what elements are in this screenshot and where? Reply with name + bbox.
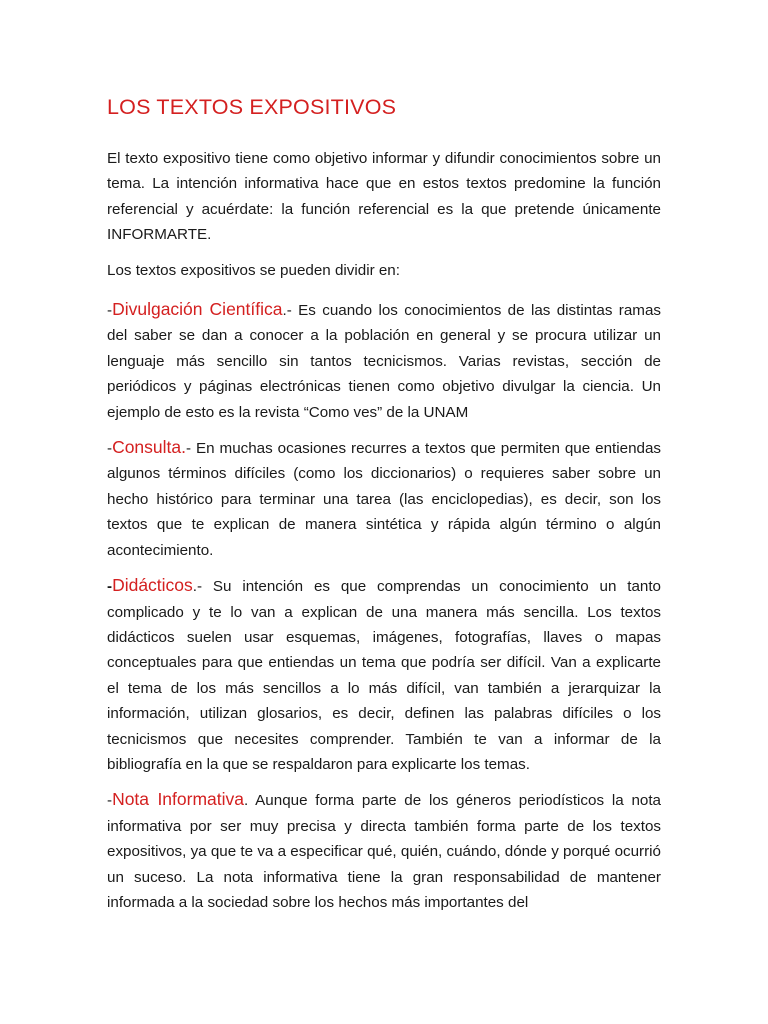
section-divulgacion	[107, 297, 661, 425]
section-heading: Consulta.	[112, 437, 186, 458]
section-dash: -	[107, 440, 113, 458]
lead-paragraph: Los textos expositivos se pueden dividir en:	[107, 261, 400, 279]
section-nota-informativa	[107, 787, 661, 915]
section-separator: .-	[192, 578, 213, 596]
section-body: En muchas ocasiones recurres a textos que permiten que entiendas algunos términos difíciles (como los diccionarios) o requieres saber sobre un hecho histórico para terminar una tarea (las enciclopedias), es decir, son los textos que te explican de manera sintética y rápida algún término o algún acontecimiento.	[107, 440, 662, 559]
section-body: Es cuando los conocimientos de las distintas ramas del saber se dan a conocer a la población en general y se procura utilizar un lenguaje más sencillo sin tantos tecnicismos. Varias revistas, sección de periódicos y páginas electrónicas tienen como objetivo divulgar la ciencia. Un ejemplo de esto es la revista “Como ves” de la UNAM	[107, 302, 662, 421]
intro-paragraph: El texto expositivo tiene como objetivo informar y difundir conocimientos sobre un tema. La intención informativa hace que en estos textos predomine la función referencial y acuérdate: la función referencial es la que pretende únicamente INFORMARTE.	[107, 150, 661, 244]
document-title: LOS TEXTOS EXPOSITIVOS	[107, 95, 397, 119]
section-heading: Nota Informativa	[112, 789, 245, 810]
section-dash: -	[107, 792, 113, 810]
section-separator: .	[244, 792, 256, 810]
section-dash: -	[107, 302, 113, 320]
section-dash: -	[107, 578, 113, 596]
section-consulta	[107, 435, 661, 563]
section-separator: -	[186, 440, 197, 458]
section-body: Su intención es que comprendas un conocimiento un tanto complicado y te lo van a explican de una manera más sencilla. Los textos didácticos suelen usar esquemas, imágenes, fotografías, llaves o mapas conceptuales para que entiendas un tema que podría ser difícil. Van a explicarte el tema de los más sencillos a lo más difícil, van también a jerarquizar la información, utilizan glosarios, es decir, definen las palabras difíciles o los tecnicismos que necesites comprender. También te van a informar de la bibliografía en la que se respaldaron para explicarte los temas.	[107, 578, 662, 773]
section-heading: Didácticos	[112, 575, 193, 596]
section-separator: .-	[282, 302, 299, 320]
section-body: Aunque forma parte de los géneros periodísticos la nota informativa por ser muy precisa y directa también forma parte de los textos expositivos, ya que te va a especificar qué, quién, cuándo, dónde y porqué ocurrió un suceso. La nota informativa tiene la gran responsabilidad de mantener informada a la sociedad sobre los hechos más importantes del	[107, 792, 661, 911]
section-didacticos	[107, 573, 661, 777]
section-heading: Divulgación Científica	[112, 299, 283, 320]
